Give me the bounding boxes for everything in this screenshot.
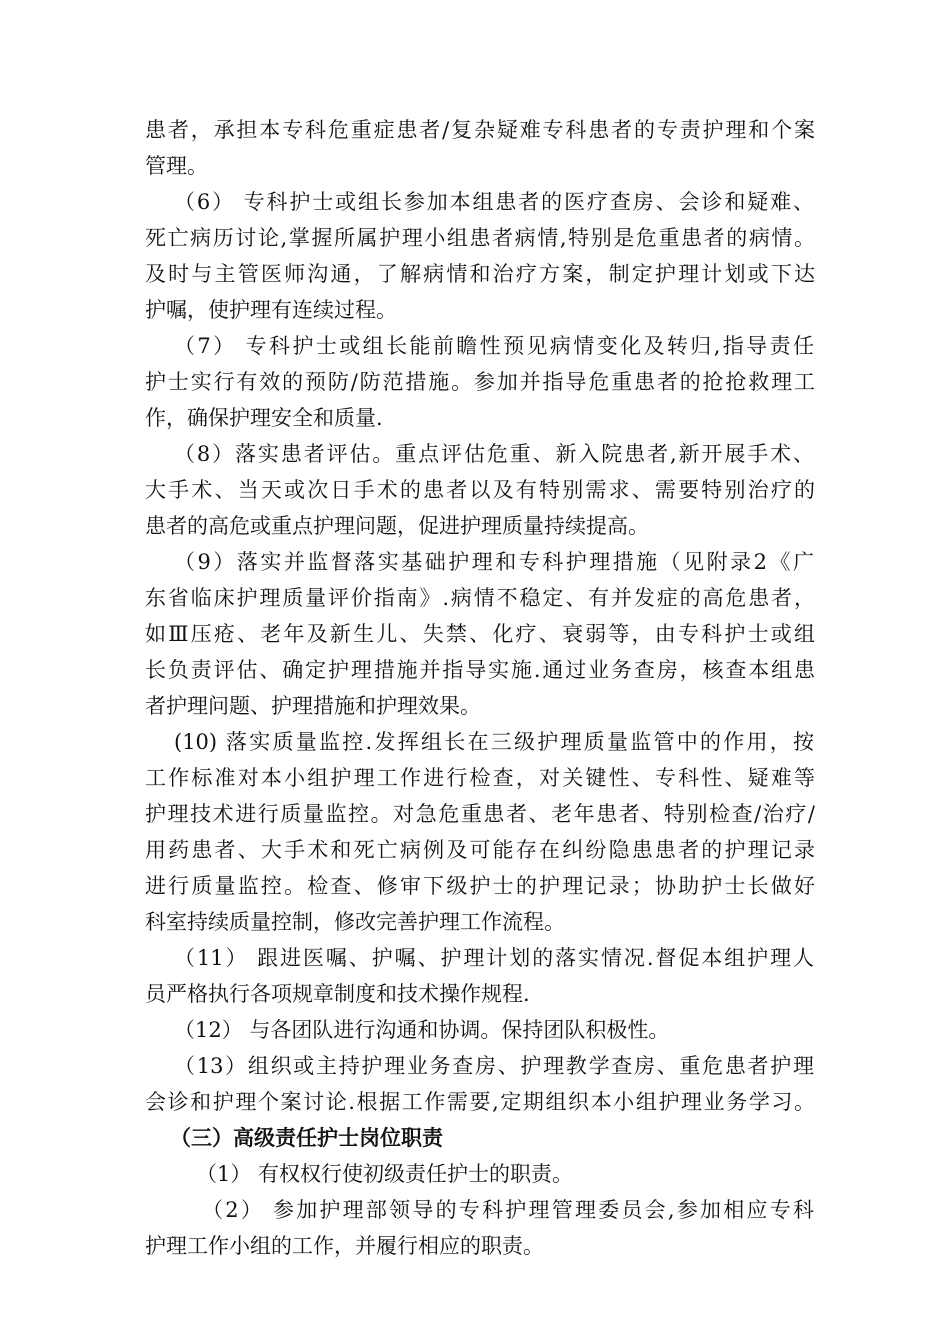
text-line: 工作标准对本小组护理工作进行检查，对关键性、专科性、疑难等: [145, 766, 815, 790]
section-heading: （三）高级责任护士岗位职责: [170, 1126, 443, 1150]
text-line: 东省临床护理质量评价指南》.病情不稳定、有并发症的高危患者，: [145, 586, 815, 610]
text-line: 患者的高危或重点护理问题，促进护理质量持续提高。: [145, 514, 649, 538]
paragraph-senior-1: （1） 有权权行使初级责任护士的职责。: [196, 1162, 574, 1186]
text-line: 管理。: [145, 154, 208, 178]
paragraph-item-9-start: （9）落实并监督落实基础护理和专科护理措施（见附录2《广: [174, 550, 814, 574]
text-line: 员严格执行各项规章制度和技术操作规程.: [145, 982, 530, 1006]
paragraph-item-13-start: （13）组织或主持护理业务查房、护理教学查房、重危患者护理: [174, 1054, 814, 1078]
paragraph-item-10-start: (10) 落实质量监控.发挥组长在三级护理质量监管中的作用，按: [174, 730, 814, 754]
paragraph-item-11-start: （11） 跟进医嘱、护嘱、护理计划的落实情况.督促本组护理人: [174, 946, 814, 970]
paragraph-item-7-start: （7） 专科护士或组长能前瞻性预见病情变化及转归,指导责任: [174, 334, 814, 358]
text-line: 护理工作小组的工作，并履行相应的职责。: [145, 1234, 544, 1258]
text-line: 长负责评估、确定护理措施并指导实施.通过业务查房，核查本组患: [145, 658, 815, 682]
text-line: 护士实行有效的预防/防范措施。参加并指导危重患者的抢抢救理工: [145, 370, 815, 394]
text-line: 护理技术进行质量监控。对急危重患者、老年患者、特别检查/治疗/: [145, 802, 815, 826]
text-line: 如Ⅲ压疮、老年及新生儿、失禁、化疗、衰弱等，由专科护士或组: [145, 622, 815, 646]
text-line: 患者，承担本专科危重症患者/复杂疑难专科患者的专责护理和个案: [145, 118, 815, 142]
text-line: 用药患者、大手术和死亡病例及可能存在纠纷隐患患者的护理记录: [145, 838, 815, 862]
text-line: 护嘱，使护理有连续过程。: [145, 298, 397, 322]
paragraph-item-6-start: （6） 专科护士或组长参加本组患者的医疗查房、会诊和疑难、: [174, 190, 814, 214]
text-line: 大手术、当天或次日手术的患者以及有特别需求、需要特别治疗的: [145, 478, 815, 502]
text-line: 及时与主管医师沟通，了解病情和治疗方案，制定护理计划或下达: [145, 262, 815, 286]
text-line: 作，确保护理安全和质量.: [145, 406, 383, 430]
text-line: 科室持续质量控制，修改完善护理工作流程。: [145, 910, 565, 934]
text-line: 进行质量监控。检查、修审下级护士的护理记录；协助护士长做好: [145, 874, 815, 898]
paragraph-senior-2-start: （2） 参加护理部领导的专科护理管理委员会,参加相应专科: [202, 1198, 814, 1222]
text-line: 者护理问题、护理措施和护理效果。: [145, 694, 481, 718]
paragraph-item-12: （12） 与各团队进行沟通和协调。保持团队积极性。: [174, 1018, 670, 1042]
paragraph-item-8-start: （8）落实患者评估。重点评估危重、新入院患者,新开展手术、: [174, 442, 814, 466]
text-line: 死亡病历讨论,掌握所属护理小组患者病情,特别是危重患者的病情。: [145, 226, 815, 250]
text-line: 会诊和护理个案讨论.根据工作需要,定期组织本小组护理业务学习。: [145, 1090, 815, 1114]
